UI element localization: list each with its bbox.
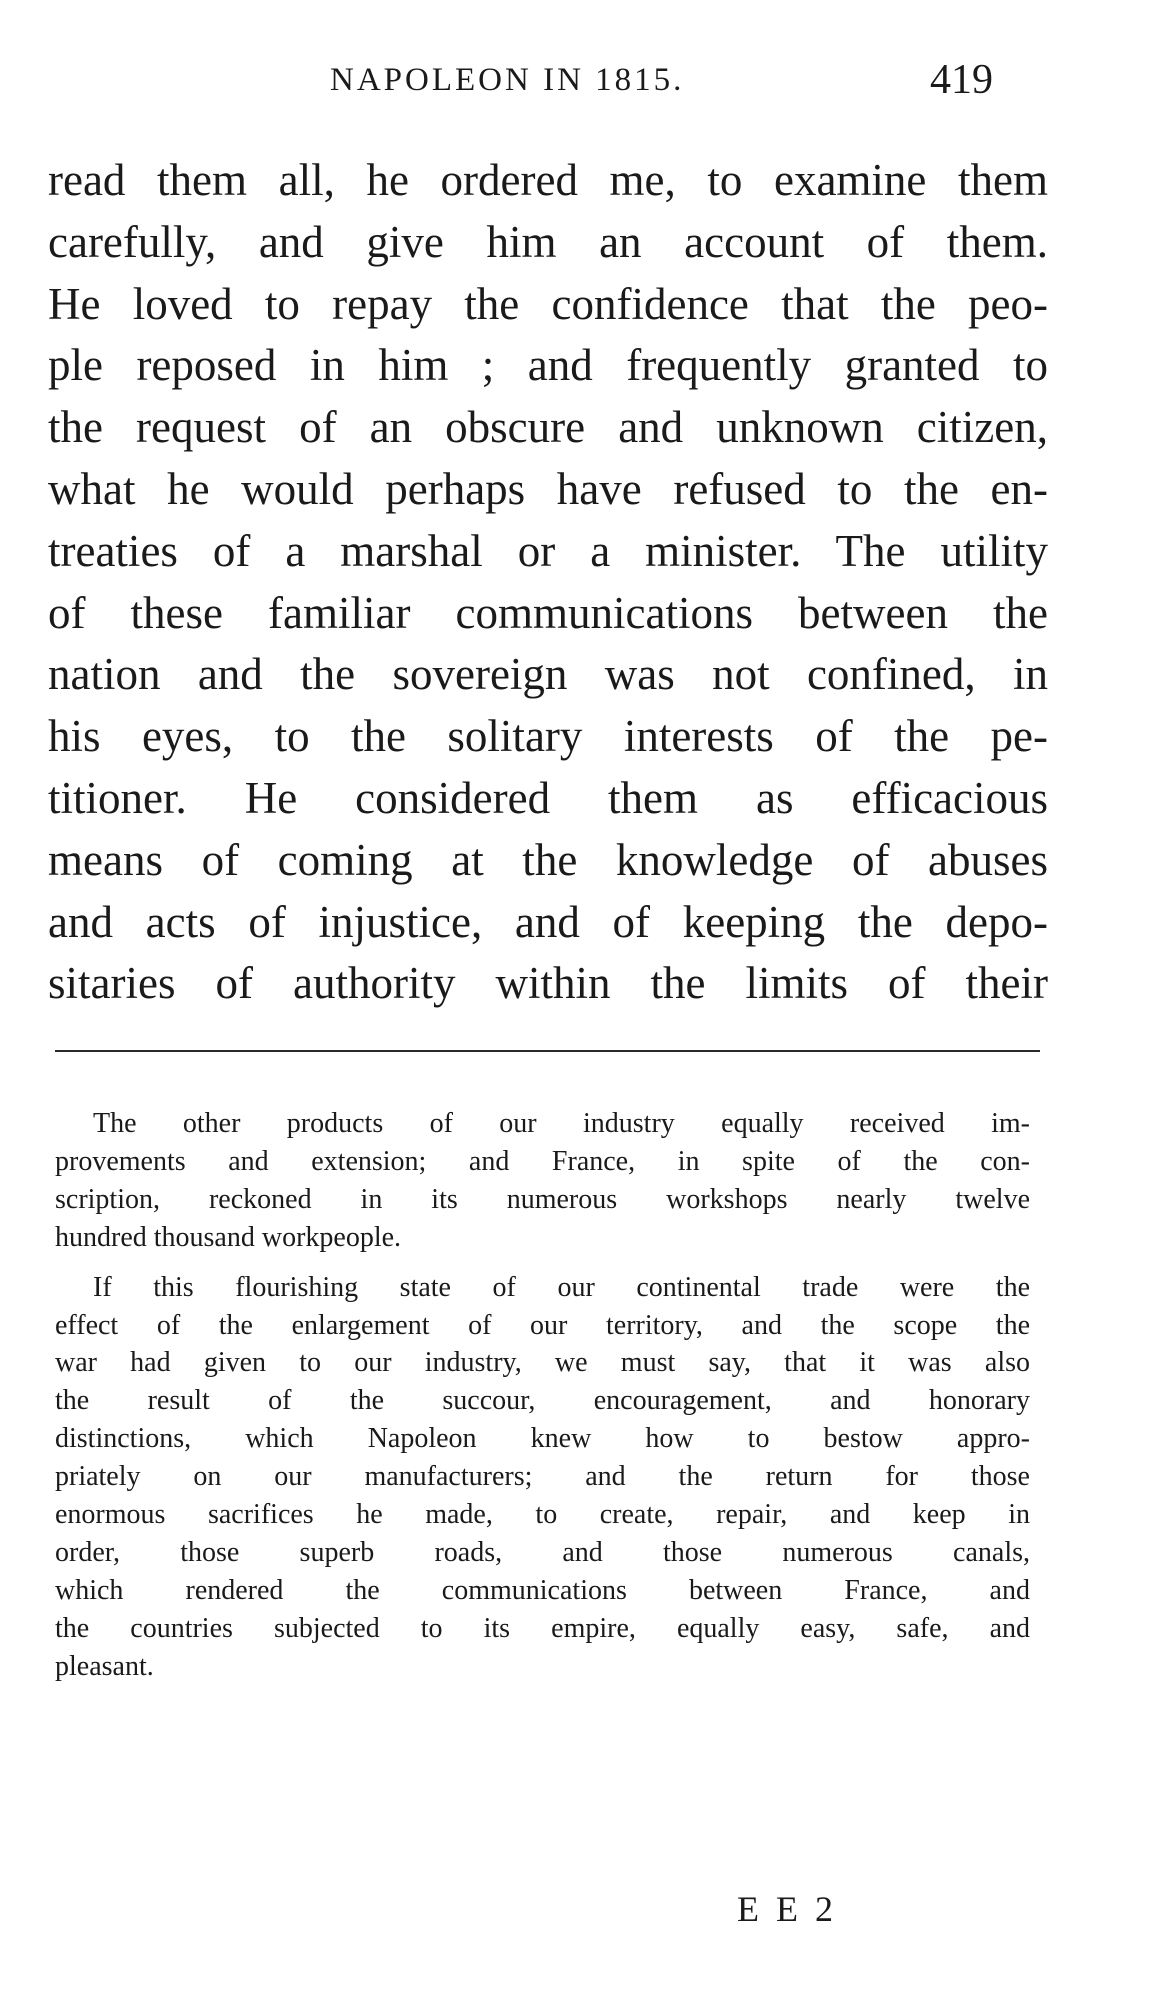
footnote-line: distinctions, which Napoleon knew how to bestow appro- xyxy=(55,1423,1030,1455)
footnote-divider xyxy=(55,1050,1040,1052)
main-text-block xyxy=(48,150,1048,1015)
running-head xyxy=(0,57,1149,112)
footnote-line: If this flourishing state of our continental trade were the xyxy=(93,1271,1030,1303)
footnote-paragraph xyxy=(55,1269,1030,1686)
footnote-line: which rendered the communications between France, and xyxy=(55,1574,1030,1606)
main-text-line: the request of an obscure and unknown citizen, xyxy=(48,402,1048,453)
page-number: 419 xyxy=(930,57,993,103)
main-text-line: what he would perhaps have refused to the en- xyxy=(48,463,1048,514)
footnote-line: the countries subjected to its empire, equally easy, safe, and xyxy=(55,1612,1030,1644)
footnote-line: pleasant. xyxy=(55,1650,154,1682)
footnote-line: scription, reckoned in its numerous workshops nearly twelve xyxy=(55,1183,1030,1215)
footnote-line: hundred thousand workpeople. xyxy=(55,1221,402,1253)
footnote-paragraph xyxy=(55,1105,1030,1257)
main-text-line: titioner. He considered them as efficacious xyxy=(48,772,1048,823)
signature-mark: E E 2 xyxy=(737,1889,837,1929)
footnote-line: effect of the enlargement of our territory, and the scope the xyxy=(55,1309,1030,1341)
running-title: NAPOLEON IN 1815. xyxy=(330,62,685,98)
footnote-line: provements and extension; and France, in spite of the con- xyxy=(55,1145,1030,1177)
main-text-line: of these familiar communications between the xyxy=(48,587,1048,638)
main-text-line: read them all, he ordered me, to examine them xyxy=(48,155,1048,205)
main-text-line: sitaries of authority within the limits of their xyxy=(48,958,1048,1009)
main-text-line: He loved to repay the confidence that the peo- xyxy=(48,278,1048,329)
main-text-line: means of coming at the knowledge of abuses xyxy=(48,834,1048,885)
footnote-line: priately on our manufacturers; and the return for those xyxy=(55,1461,1030,1493)
main-text-line: and acts of injustice, and of keeping the depo- xyxy=(48,896,1048,947)
footnote-line: order, those superb roads, and those numerous canals, xyxy=(55,1536,1030,1568)
footnote-line: war had given to our industry, we must say, that it was also xyxy=(55,1347,1030,1379)
footnotes-block xyxy=(55,1105,1030,1698)
main-text-line: treaties of a marshal or a minister. The utility xyxy=(48,525,1048,576)
footnote-line: enormous sacrifices he made, to create, repair, and keep in xyxy=(55,1499,1030,1531)
footnote-line: the result of the succour, encouragement, and honorary xyxy=(55,1385,1030,1417)
main-text-line: his eyes, to the solitary interests of the pe- xyxy=(48,711,1048,762)
main-text-line: nation and the sovereign was not confined, in xyxy=(48,649,1048,700)
main-text-line: ple reposed in him ; and frequently granted to xyxy=(48,340,1048,391)
main-text-line: carefully, and give him an account of them. xyxy=(48,216,1048,267)
footnote-line: The other products of our industry equally received im- xyxy=(93,1108,1030,1139)
